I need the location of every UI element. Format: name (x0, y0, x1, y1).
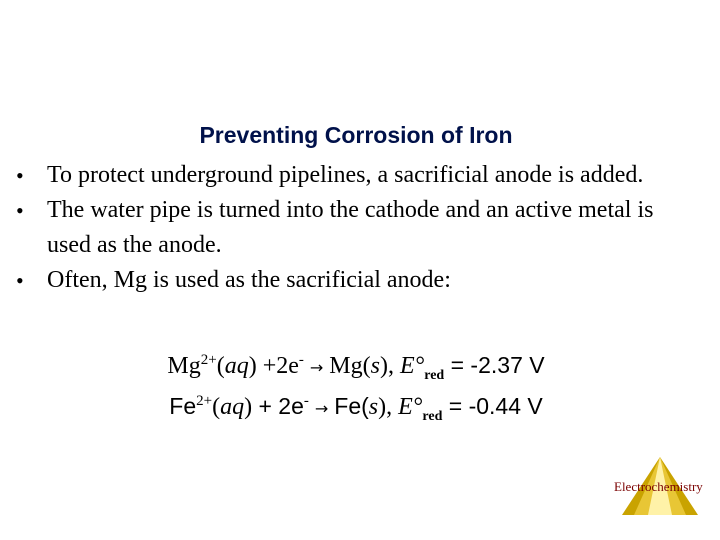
equation-potential-value: = -0.44 V (442, 393, 543, 419)
arrow-icon: → (309, 358, 324, 377)
equation-potential-symbol: E° (398, 394, 423, 420)
arrow-icon: → (314, 399, 329, 418)
equation-potential-sub: red (424, 368, 445, 383)
equation-ion: Mg (167, 353, 201, 379)
equation-product-phase: s (370, 353, 380, 379)
bullet-item (16, 263, 676, 298)
bullet-marker: • (16, 268, 24, 293)
footer-label: Electrochemistry (614, 479, 703, 494)
equation-paren: ( (212, 394, 221, 420)
equation-paren: ) (244, 394, 253, 420)
equation-electrons: + 2e (252, 393, 304, 419)
bullet-item (16, 158, 676, 193)
equation-potential-symbol: E° (399, 353, 425, 379)
equation-product: Mg( (329, 353, 371, 379)
bullet-text: The water pipe is turned into the cathode and an active metal is used as the anode. (47, 197, 654, 258)
bullet-marker: • (16, 163, 24, 188)
equation-paren: ( (216, 353, 225, 379)
slide-title: Preventing Corrosion of Iron (199, 122, 513, 148)
equation-potential-sub: red (422, 409, 443, 424)
equation-product: Fe( (334, 393, 369, 419)
equation-phase: aq (224, 353, 249, 379)
bullet-marker: • (16, 198, 24, 223)
equation-charge: 2+ (200, 352, 217, 368)
bullet-list (16, 158, 676, 298)
bullet-text: To protect underground pipelines, a sacrificial anode is added. (47, 162, 644, 188)
equation-product-close: ), (378, 394, 399, 420)
equation-product-close: ), (379, 353, 400, 379)
equation-magnesium (0, 350, 712, 385)
bullet-item (16, 193, 676, 263)
equation-ion: Fe (169, 393, 197, 419)
equation-paren: ) (248, 353, 257, 379)
equation-product-phase: s (368, 394, 379, 420)
equation-charge: 2+ (196, 393, 213, 409)
equation-electron-charge: - (298, 352, 304, 368)
equation-phase: aq (220, 394, 245, 420)
equation-electron-charge: - (303, 393, 309, 409)
bullet-text: Often, Mg is used as the sacrificial anode: (47, 267, 451, 293)
equation-potential-value: = -2.37 V (444, 352, 545, 378)
equation-electrons: +2e (262, 353, 299, 379)
equation-iron (0, 391, 712, 426)
